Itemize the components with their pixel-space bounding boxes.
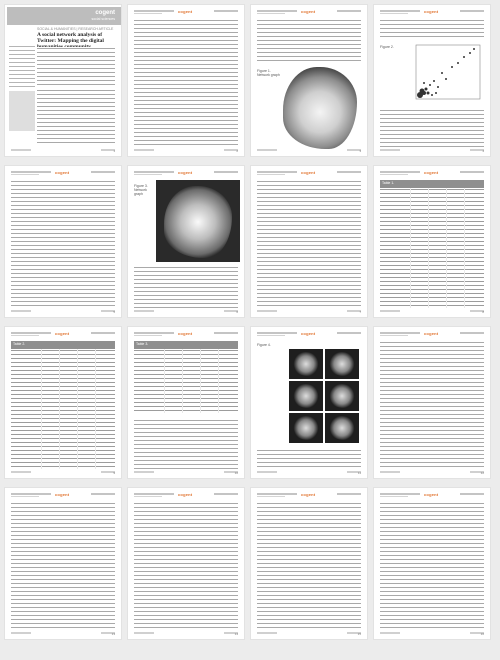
panel-e [289, 413, 323, 443]
header-logo: cogent [55, 170, 70, 175]
panel-d [325, 381, 359, 411]
header-logo: cogent [301, 331, 316, 336]
body-text [11, 502, 115, 630]
page-number: 14 [234, 632, 238, 636]
body-text [380, 109, 484, 147]
table-caption: Table 2. [13, 342, 26, 346]
page-number: 7 [359, 310, 361, 314]
header-logo: cogent [55, 492, 70, 497]
scatter-plot-figure [412, 43, 484, 105]
header-logo: cogent [424, 331, 439, 336]
network-graph-dark-figure [156, 180, 240, 262]
page-number: 5 [113, 310, 115, 314]
body-text [257, 19, 361, 63]
page-2 [127, 4, 245, 157]
table-caption: Table 3. [136, 342, 149, 346]
header-logo: cogent [424, 9, 439, 14]
body-text [380, 341, 484, 469]
header-logo: cogent [178, 492, 193, 497]
figure-caption: Figure 1. Network graph [257, 69, 280, 77]
page-number: 6 [236, 310, 238, 314]
panel-b [325, 349, 359, 379]
page-number: 11 [357, 471, 361, 475]
page-12 [373, 326, 491, 479]
page-number: 3 [359, 149, 361, 153]
header-logo: cogent [301, 492, 316, 497]
header-logo: cogent [178, 170, 193, 175]
header-logo: cogent [178, 9, 193, 14]
publisher-sub: social sciences [91, 17, 115, 21]
page-number: 10 [234, 471, 238, 475]
table-header [11, 341, 115, 349]
page-1 [4, 4, 122, 157]
figure-caption: Figure 4. [257, 343, 271, 347]
page-4 [373, 4, 491, 157]
page-3 [250, 4, 368, 157]
page-number: 4 [482, 149, 484, 153]
data-table [134, 349, 238, 413]
page-number: 9 [113, 471, 115, 475]
page-13 [4, 487, 122, 640]
page-number: 15 [357, 632, 361, 636]
body-text [380, 502, 484, 630]
body-text [134, 502, 238, 630]
page-number: 12 [480, 471, 484, 475]
page-14 [127, 487, 245, 640]
body-text [257, 449, 361, 469]
body-text [257, 180, 361, 308]
data-table [11, 349, 115, 469]
table-header [380, 180, 484, 188]
abstract-text [37, 47, 115, 85]
body-text [134, 419, 238, 469]
page-number: 8 [482, 310, 484, 314]
journal-banner [7, 7, 121, 25]
page-11 [250, 326, 368, 479]
page-6 [127, 165, 245, 318]
page-number: 13 [111, 632, 115, 636]
page-7 [250, 165, 368, 318]
page-8 [373, 165, 491, 318]
body-text [11, 180, 115, 308]
figure-caption: Figure 2. [380, 45, 394, 49]
page-number: 16 [480, 632, 484, 636]
header-logo: cogent [424, 170, 439, 175]
page-number: 1 [113, 149, 115, 153]
author-sidebar [9, 45, 35, 87]
body-text [37, 89, 115, 145]
header-logo: cogent [301, 9, 316, 14]
header-logo: cogent [55, 331, 70, 336]
table-header [134, 341, 238, 349]
panel-c [289, 381, 323, 411]
page-number: 2 [236, 149, 238, 153]
publisher-logo: cogent [95, 10, 115, 16]
panel-f [325, 413, 359, 443]
page-5 [4, 165, 122, 318]
data-table [380, 188, 484, 308]
header-logo: cogent [178, 331, 193, 336]
body-text [380, 19, 484, 39]
header-logo: cogent [301, 170, 316, 175]
header-logo: cogent [424, 492, 439, 497]
sidebar-box [9, 91, 35, 131]
body-text [134, 19, 238, 147]
network-graph-figure [283, 67, 357, 149]
table-caption: Table 1. [382, 181, 395, 185]
article-label: SOCIAL & HUMANITIES | RESEARCH ARTICLE [37, 27, 114, 31]
article-title: A social network analysis of Twitter: Mapping the digital [37, 32, 104, 44]
body-text [257, 502, 361, 630]
page-9 [4, 326, 122, 479]
page-16 [373, 487, 491, 640]
body-text [134, 266, 238, 308]
panel-a [289, 349, 323, 379]
figure-caption: Figure 3. Network graph [134, 184, 148, 196]
page-10 [127, 326, 245, 479]
page-15 [250, 487, 368, 640]
